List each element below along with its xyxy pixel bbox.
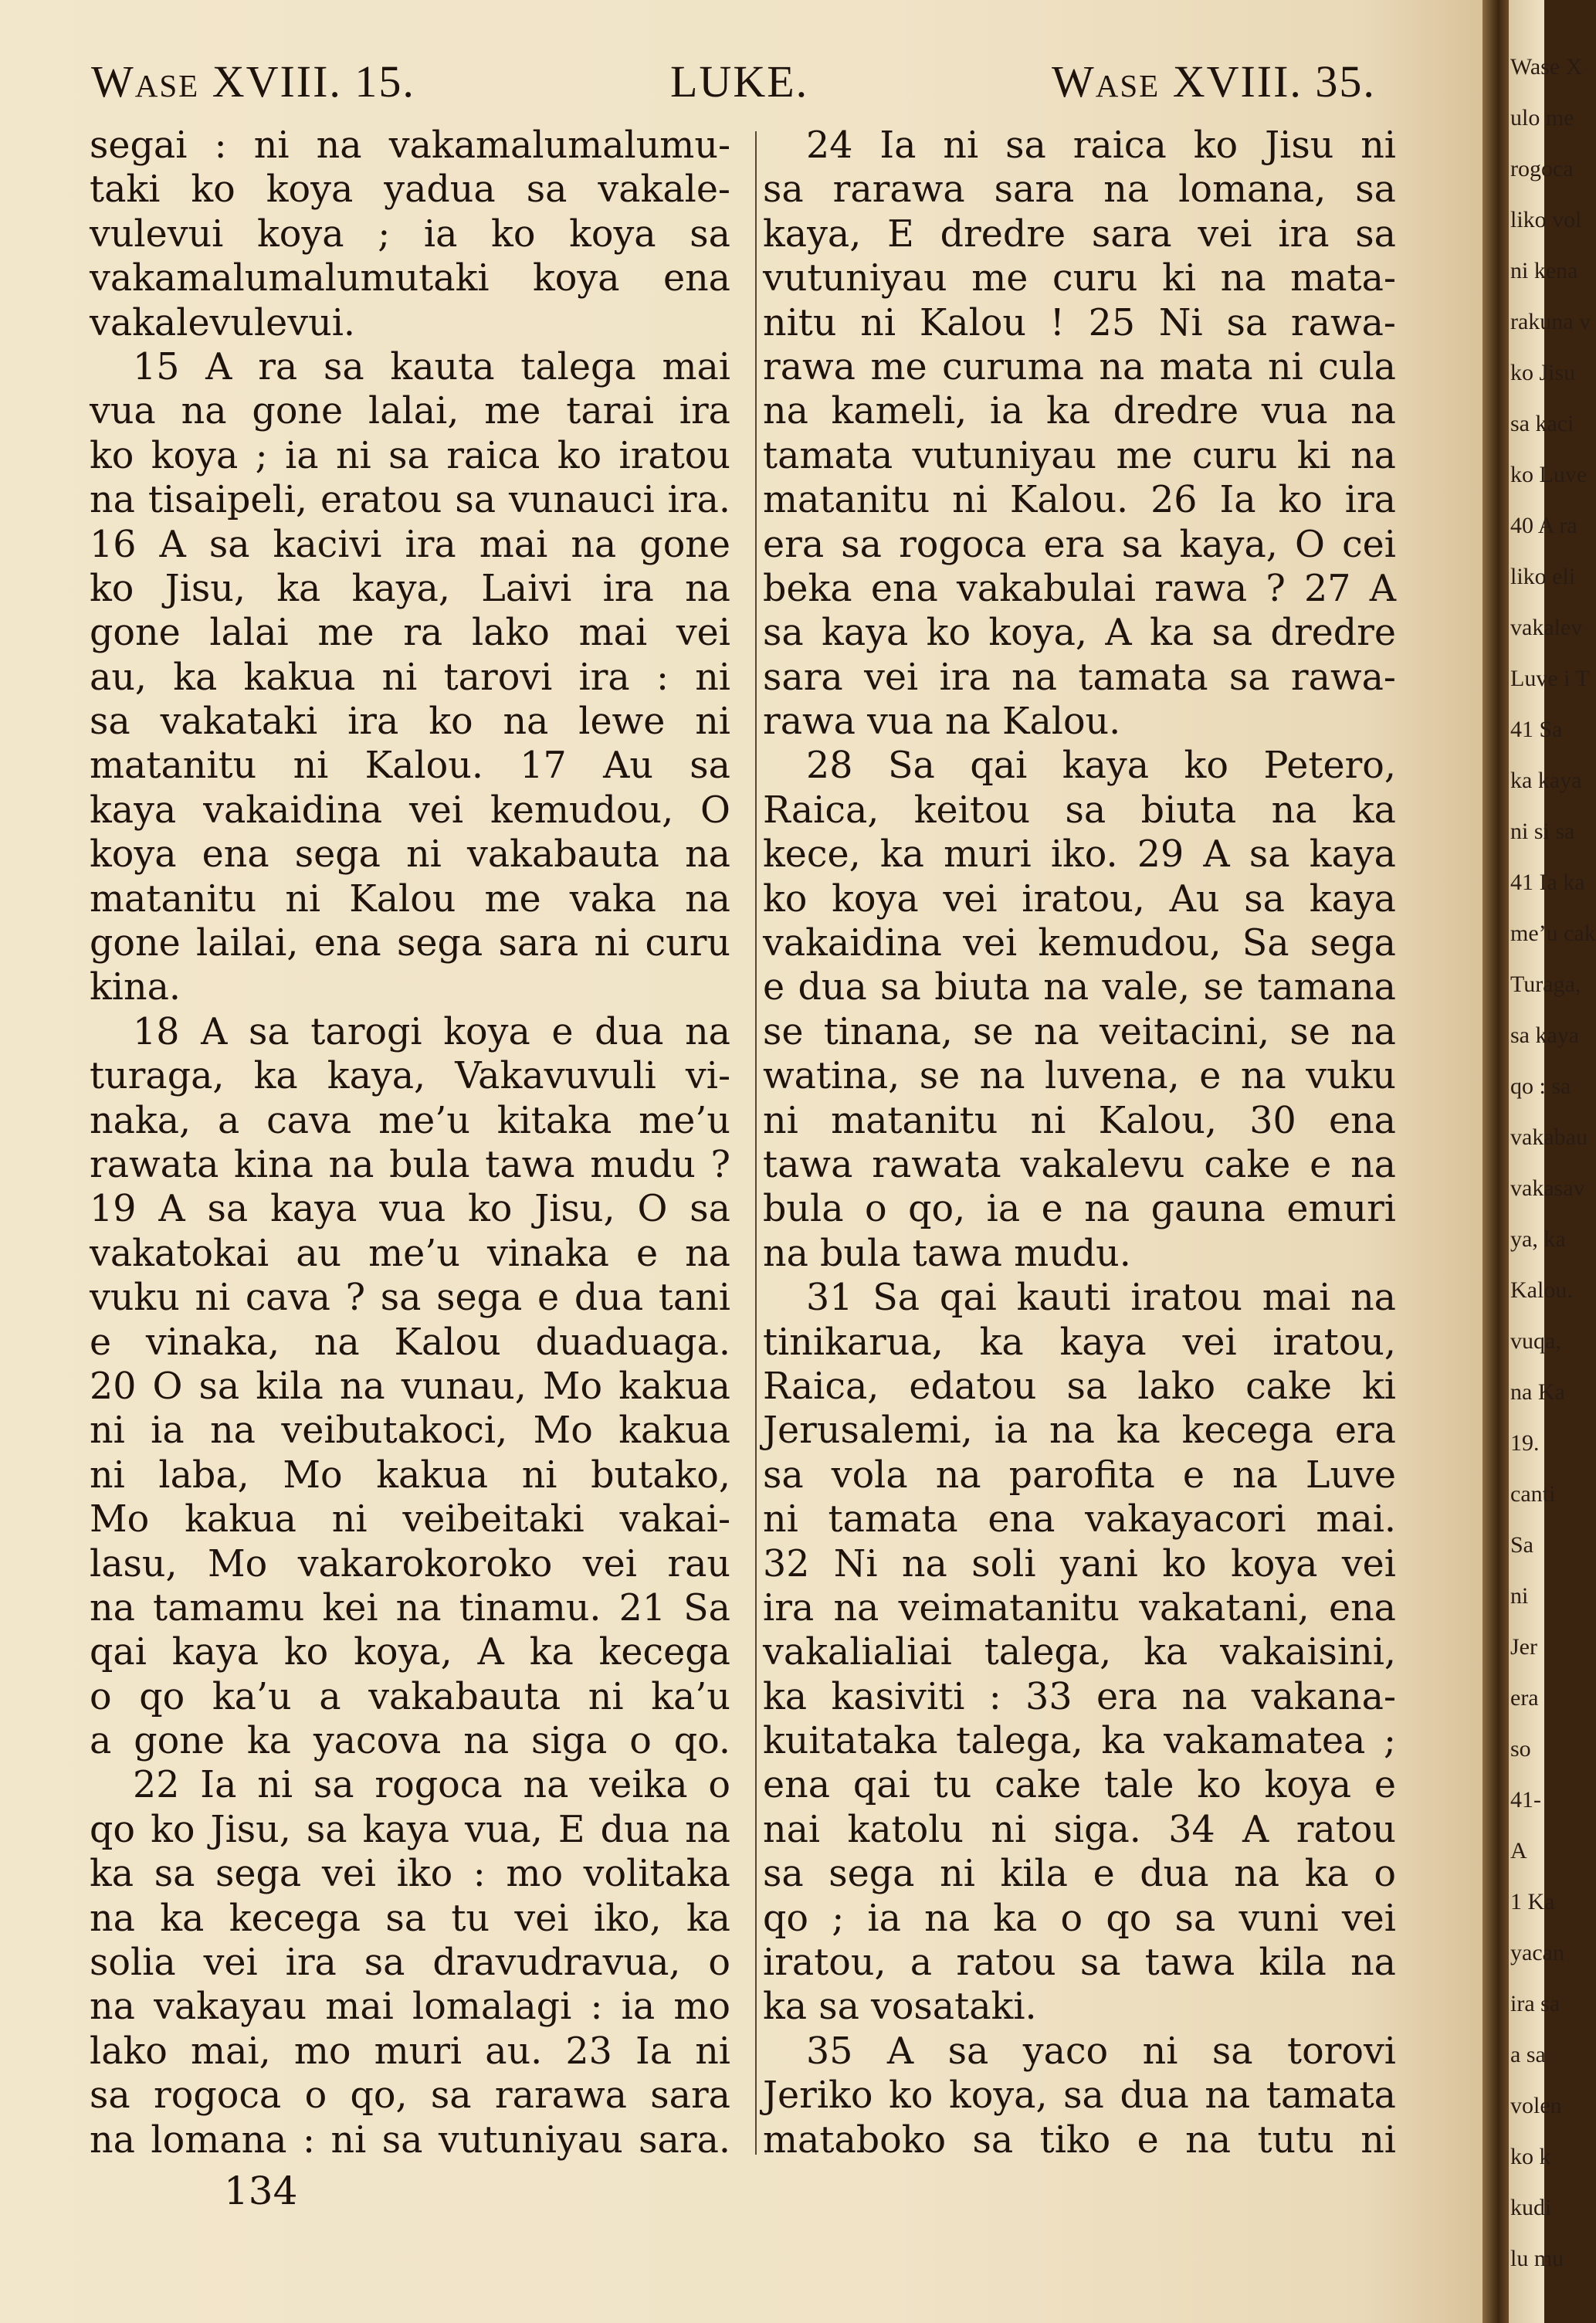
- edge-text-fragment: rakuna v: [1510, 309, 1591, 334]
- text-line: ka sa sega vei iko : mo volitaka: [90, 1853, 730, 1896]
- text-line: iratou, a ratou sa tawa kila na: [763, 1941, 1396, 1985]
- text-line: 20 O sa kila na vunau, Mo kakua: [90, 1365, 730, 1408]
- edge-text-fragment: vakasav: [1510, 1175, 1585, 1201]
- text-line: 28 Sa qai kaya ko Petero,: [806, 744, 1396, 788]
- edge-text-fragment: ko Jisu: [1510, 360, 1576, 385]
- text-line: solia vei ira sa dravudravua, o: [90, 1941, 730, 1985]
- text-line: na kameli, ia ka dredre vua na: [763, 390, 1396, 433]
- text-line: 35 A sa yaco ni sa torovi: [806, 2030, 1396, 2073]
- text-line: ko koya vei iratou, Au sa kaya: [763, 877, 1396, 921]
- text-line: na tisaipeli, eratou sa vunauci ira.: [90, 479, 730, 522]
- text-line: beka ena vakabulai rawa ? 27 A: [763, 567, 1396, 610]
- text-line: sa rarawa sara na lomana, sa: [763, 168, 1396, 212]
- text-line: tinikarua, ka kaya vei iratou,: [763, 1321, 1396, 1364]
- edge-text-fragment: ka kaya: [1510, 768, 1582, 793]
- edge-text-fragment: ni: [1510, 1583, 1529, 1609]
- edge-text-fragment: ira sa: [1510, 1991, 1560, 2016]
- text-line: na lomana : ni sa vutuniyau sara.: [90, 2118, 730, 2162]
- text-line: kuitataka talega, ka vakamatea ;: [763, 1720, 1396, 1763]
- edge-text-fragment: sa kaya: [1510, 1022, 1580, 1048]
- text-line: e dua sa biuta na vale, se tamana: [763, 966, 1396, 1009]
- edge-text-fragment: Kalou.: [1510, 1277, 1573, 1303]
- text-line: 18 A sa tarogi koya e dua na: [133, 1010, 730, 1053]
- text-line: nai katolu ni siga. 34 A ratou: [763, 1808, 1396, 1851]
- text-line: tamata vutuniyau me curu ki na: [763, 434, 1396, 477]
- text-line: gone lalai me ra lako mai vei: [90, 612, 730, 655]
- text-line: ni matanitu ni Kalou, 30 ena: [763, 1099, 1396, 1142]
- text-line: lasu, Mo vakarokoroko vei rau: [90, 1542, 730, 1585]
- text-line: matanitu ni Kalou. 17 Au sa: [90, 744, 730, 788]
- text-line: sa rogoca o qo, sa rarawa sara: [90, 2074, 730, 2118]
- header-left: [91, 56, 415, 110]
- text-line: bula o qo, ia e na gauna emuri: [763, 1188, 1396, 1231]
- edge-text-fragment: era: [1510, 1685, 1539, 1711]
- text-line: rawa me curuma na mata ni cula: [763, 345, 1396, 388]
- text-line: watina, se na luvena, e na vuku: [763, 1055, 1396, 1098]
- text-line: matanitu ni Kalou me vaka na: [90, 877, 730, 921]
- edge-text-fragment: volen: [1510, 2093, 1562, 2118]
- text-line: se tinana, se na veitacini, se na: [763, 1010, 1396, 1053]
- text-line: qo ; ia na ka o qo sa vuni vei: [763, 1897, 1396, 1940]
- text-line: vua na gone lalai, me tarai ira: [90, 390, 730, 433]
- edge-text-fragment: ulo me: [1510, 105, 1574, 131]
- text-line: kina.: [90, 966, 181, 1009]
- edge-text-fragment: 19.: [1510, 1430, 1540, 1456]
- text-line: koya ena sega ni vakabauta na: [90, 833, 730, 877]
- edge-text-fragment: sa kaci: [1510, 411, 1574, 436]
- text-line: 32 Ni na soli yani ko koya vei: [763, 1542, 1396, 1585]
- text-line: vakamalumalumutaki koya ena: [90, 257, 730, 300]
- text-line: Jeriko ko koya, sa dua na tamata: [763, 2074, 1396, 2118]
- edge-text-fragment: Luve i T: [1510, 666, 1590, 691]
- text-line: 16 A sa kacivi ira mai na gone: [90, 523, 730, 566]
- edge-text-fragment: vuqa,: [1510, 1328, 1561, 1354]
- text-line: sara vei ira na tamata sa rawa-: [763, 656, 1396, 699]
- text-line: vutuniyau me curu ki na mata-: [763, 257, 1396, 300]
- text-line: au, ka kakua ni tarovi ira : ni: [90, 656, 730, 699]
- text-line: ka kasiviti : 33 era na vakana-: [763, 1675, 1396, 1718]
- edge-text-fragment: rogoca: [1510, 156, 1574, 181]
- right-text-column: [763, 124, 1396, 2162]
- edge-text-fragment: ni kena: [1510, 258, 1578, 283]
- text-line: 15 A ra sa kauta talega mai: [133, 345, 730, 388]
- edge-text-fragment: canti: [1510, 1481, 1556, 1507]
- column-divider: [755, 131, 757, 2155]
- text-line: vulevui koya ; ia ko koya sa: [90, 212, 730, 256]
- text-line: vuku ni cava ? sa sega e dua tani: [90, 1277, 730, 1320]
- edge-text-fragment: 41 Ia ka: [1510, 870, 1585, 895]
- text-line: Raica, keitou sa biuta na ka: [763, 788, 1396, 832]
- text-line: sa kaya ko koya, A ka sa dredre: [763, 612, 1396, 655]
- text-line: taki ko koya yadua sa vakale-: [90, 168, 730, 212]
- text-line: tawa rawata vakalevu cake e na: [763, 1143, 1396, 1186]
- text-line: sa vakataki ira ko na lewe ni: [90, 700, 730, 744]
- text-line: mataboko sa tiko e na tutu ni: [763, 2118, 1396, 2162]
- text-line: Jerusalemi, ia na ka kecega era: [763, 1409, 1396, 1453]
- edge-text-fragment: Wase X: [1510, 54, 1583, 80]
- text-line: e vinaka, na Kalou duaduaga.: [90, 1321, 730, 1364]
- text-line: ko koya ; ia ni sa raica ko iratou: [90, 434, 730, 477]
- edge-text-fragment: ko k: [1510, 2144, 1551, 2169]
- text-line: matanitu ni Kalou. 26 Ia ko ira: [763, 479, 1396, 522]
- adjacent-page-edge: [1509, 0, 1596, 2323]
- text-line: vakaidina vei kemudou, Sa sega: [763, 922, 1396, 965]
- text-line: 24 Ia ni sa raica ko Jisu ni: [806, 124, 1396, 167]
- text-line: ena qai tu cake tale ko koya e: [763, 1764, 1396, 1807]
- edge-text-fragment: liko vol: [1510, 207, 1582, 232]
- text-line: sa vola na parofita e na Luve: [763, 1453, 1396, 1497]
- text-line: Mo kakua ni veibeitaki vakai-: [90, 1498, 730, 1541]
- text-line: nitu ni Kalou ! 25 Ni sa rawa-: [763, 301, 1396, 344]
- header-right-ref: XVIII. 35.: [1172, 56, 1376, 107]
- edge-text-fragment: liko eli: [1510, 564, 1576, 589]
- edge-text-fragment: na Ka: [1510, 1379, 1565, 1405]
- text-line: na tamamu kei na tinamu. 21 Sa: [90, 1586, 730, 1629]
- text-line: segai : ni na vakamalumalumu-: [90, 124, 730, 167]
- text-line: ira na veimatanitu vakatani, ena: [763, 1586, 1396, 1629]
- text-line: era sa rogoca era sa kaya, O cei: [763, 523, 1396, 566]
- text-line: ni laba, Mo kakua ni butako,: [90, 1453, 730, 1497]
- text-line: kaya, E dredre sara vei ira sa: [763, 212, 1396, 256]
- header-left-word: Wase: [91, 56, 200, 107]
- edge-text-fragment: 41-: [1510, 1787, 1541, 1813]
- text-line: naka, a cava me’u kitaka me’u: [90, 1099, 730, 1142]
- left-text-column: [90, 124, 730, 2162]
- edge-text-fragment: me’u cak: [1510, 921, 1596, 946]
- text-line: ko Jisu, ka kaya, Laivi ira na: [90, 567, 730, 610]
- text-line: vakalevulevui.: [90, 301, 356, 344]
- edge-text-fragment: a sa: [1510, 2042, 1546, 2067]
- edge-text-fragment: vakabau: [1510, 1124, 1588, 1150]
- edge-text-fragment: kudi: [1510, 2195, 1552, 2220]
- text-line: ni tamata ena vakayacori mai.: [763, 1498, 1396, 1541]
- text-line: vakatokai au me’u vinaka e na: [90, 1232, 730, 1275]
- edge-text-fragment: ya, ka: [1510, 1226, 1566, 1252]
- edge-text-fragment: Turaga,: [1510, 972, 1581, 997]
- edge-text-fragment: so: [1510, 1736, 1531, 1762]
- header-left-ref: XVIII. 15.: [212, 56, 415, 107]
- text-line: 22 Ia ni sa rogoca na veika o: [133, 1764, 730, 1807]
- text-line: Raica, edatou sa lako cake ki: [763, 1365, 1396, 1408]
- book-gutter: [1482, 0, 1509, 2323]
- edge-text-fragment: ni si sa: [1510, 819, 1575, 844]
- text-line: rawa vua na Kalou.: [763, 700, 1121, 744]
- text-line: kece, ka muri iko. 29 A sa kaya: [763, 833, 1396, 877]
- text-line: qai kaya ko koya, A ka kecega: [90, 1631, 730, 1674]
- edge-text-fragment: yacan: [1510, 1940, 1564, 1965]
- edge-text-fragment: qo : sa: [1510, 1073, 1571, 1099]
- text-line: 31 Sa qai kauti iratou mai na: [806, 1277, 1396, 1320]
- text-line: kaya vakaidina vei kemudou, O: [90, 788, 730, 832]
- edge-text-fragment: A: [1510, 1838, 1527, 1863]
- text-line: sa sega ni kila e dua na ka o: [763, 1853, 1396, 1896]
- text-line: ka sa vosataki.: [763, 1986, 1037, 2029]
- text-line: lako mai, mo muri au. 23 Ia ni: [90, 2030, 730, 2073]
- text-line: turaga, ka kaya, Vakavuvuli vi-: [90, 1055, 730, 1098]
- text-line: o qo ka’u a vakabauta ni ka’u: [90, 1675, 730, 1718]
- edge-text-fragment: ko Luve: [1510, 462, 1588, 487]
- edge-text-fragment: lu mu: [1510, 2246, 1564, 2271]
- header-right-word: Wase: [1052, 56, 1161, 107]
- text-line: 19 A sa kaya vua ko Jisu, O sa: [90, 1188, 730, 1231]
- text-line: gone lailai, ena sega sara ni curu: [90, 922, 730, 965]
- text-line: rawata kina na bula tawa mudu ?: [90, 1143, 730, 1186]
- text-line: vakalialiai talega, ka vakaisini,: [763, 1631, 1396, 1674]
- header-right: [1052, 56, 1376, 110]
- edge-text-fragment: 41 Sa: [1510, 717, 1563, 742]
- edge-text-fragment: 40 A ra: [1510, 513, 1577, 538]
- text-line: na vakayau mai lomalagi : ia mo: [90, 1986, 730, 2029]
- edge-text-fragment: Jer: [1510, 1634, 1537, 1660]
- page-number: 134: [224, 2169, 298, 2213]
- text-line: na bula tawa mudu.: [763, 1232, 1131, 1275]
- text-line: ni ia na veibutakoci, Mo kakua: [90, 1409, 730, 1453]
- header-title: LUKE.: [670, 56, 809, 107]
- edge-text-fragment: 1 Ka: [1510, 1889, 1555, 1914]
- text-line: qo ko Jisu, sa kaya vua, E dua na: [90, 1808, 730, 1851]
- text-line: na ka kecega sa tu vei iko, ka: [90, 1897, 730, 1940]
- edge-text-fragment: vakalev: [1510, 615, 1583, 640]
- text-line: a gone ka yacova na siga o qo.: [90, 1720, 730, 1763]
- edge-text-fragment: Sa: [1510, 1532, 1533, 1558]
